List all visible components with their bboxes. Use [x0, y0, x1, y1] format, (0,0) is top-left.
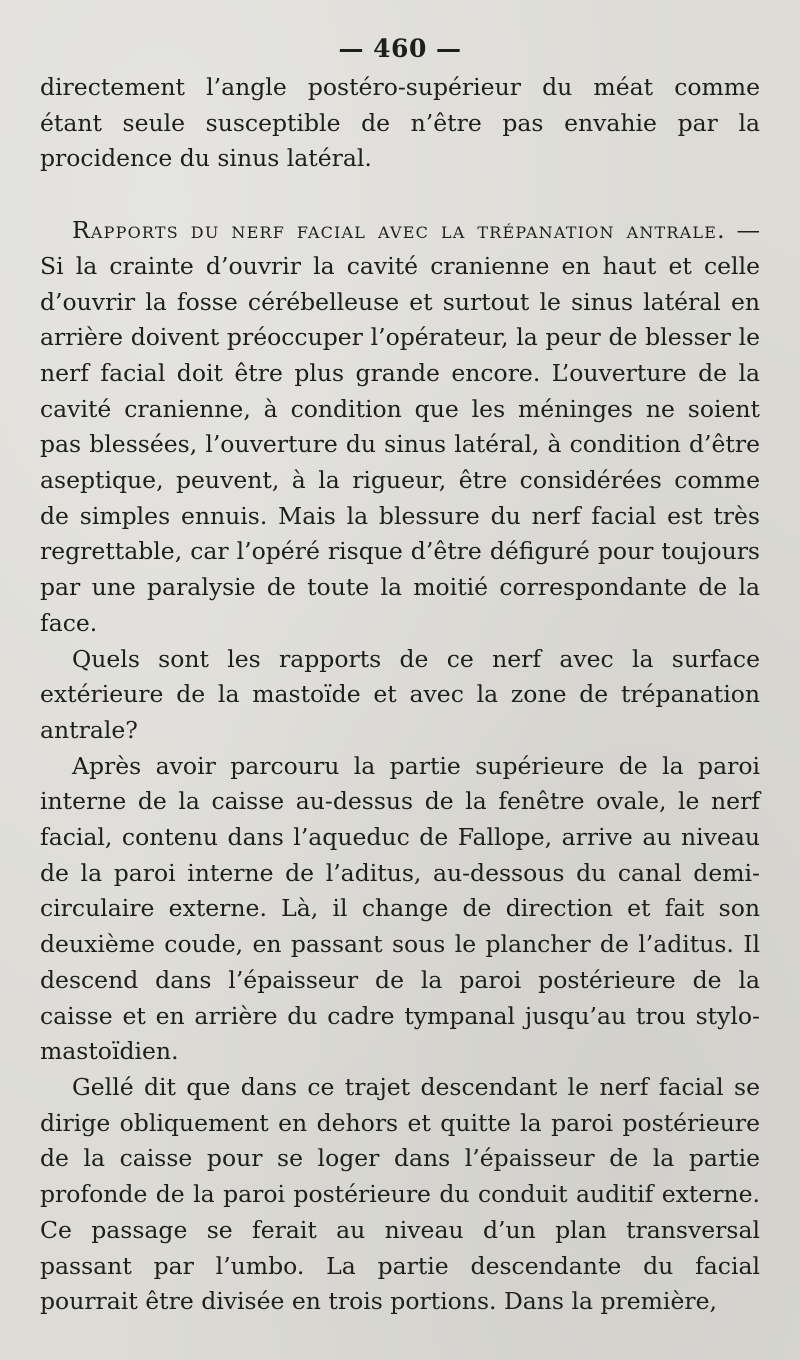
paragraph-section-start [40, 213, 760, 641]
book-page [40, 30, 760, 1340]
page-number: — 460 — [338, 34, 462, 63]
section-body: — Si la crainte d’ouvrir la cavité cranienne en haut et celle d’ouvrir la fosse cérébelleuse et surtout le sinus latéral en arrière doivent préoccuper l’opérateur, la peur de blesser le nerf facial doit être plus grande encore. L’ouverture de la cavité cranienne, à condition que les méninges ne soient pas blessées, l’ouverture du sinus latéral, à condition d’être aseptique, peuvent, à la rigueur, être considérées comme de simples ennuis. Mais la blessure du nerf facial est très regrettable, car l’opéré risque d’être défiguré pour toujours par une paralysie de toute la moitié correspondante de la face. [40, 216, 760, 637]
section-spacer [40, 177, 760, 213]
paragraph-question: Quels sont les rapports de ce nerf avec la surface extérieure de la mastoïde et avec la zone de trépanation antrale? [40, 644, 760, 744]
paragraph-facial-course: Après avoir parcouru la partie supérieure de la paroi interne de la caisse au-dessus de la fenêtre ovale, le nerf facial, contenu dans l’aqueduc de Fallope, arrive au niveau de la paroi interne de l’aditus, au-dessous du canal demi-circulaire externe. Là, il change de direction et fait son deuxième coude, en passant sous le plancher de l’aditus. Il descend dans l’épaisseur de la paroi postérieure de la caisse et en arrière du cadre tympanal jusqu’au trou stylo-mastoïdien. [40, 751, 760, 1066]
section-heading: Rapports du nerf facial avec la trépanation antrale. [72, 216, 726, 245]
paragraph-gelle: Gellé dit que dans ce trajet descendant le nerf facial se dirige obliquement en dehors et quitte la paroi postérieure de la caisse pour se loger dans l’épaisseur de la partie profonde de la paroi postérieure du conduit auditif externe. Ce passage se ferait au niveau d’un plan transversal passant par l’umbo. La partie descendante du facial pourrait être divisée en trois portions. Dans la première, [40, 1072, 760, 1316]
body-text [40, 70, 760, 1320]
paragraph-continuation: directement l’angle postéro-supérieur du méat comme étant seule susceptible de n’être pas envahie par la procidence du sinus latéral. [40, 73, 760, 173]
